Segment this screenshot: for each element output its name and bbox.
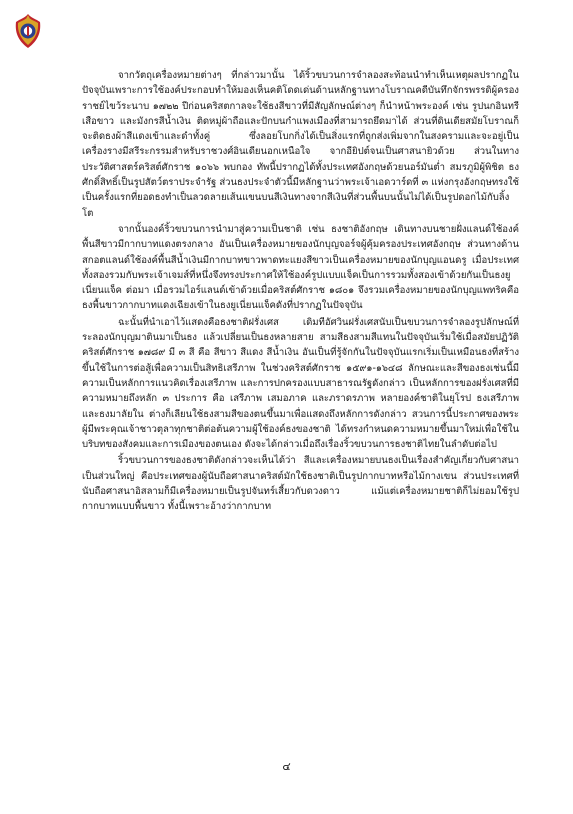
body-text bbox=[82, 68, 519, 516]
paragraph-1: จากวัตถุเครื่องหมายต่างๆ ที่กล่าวมานั้น ได้ริ้วขบวนการจำลองสะท้อนนำทำเห็นเหตุผลปรากฏในปัจจุบันเพราะการใช้องค์ประกอบทำให้มองเห็นคติโดดเด่นด้านหลักฐานทางโบราณคดีบันทึกจักรพรรดิผู้ครองราชย์ไขว้ระนาบ ๑๗๒๒ ปีก่อนคริสตกาลจะใช้ธงสีขาวที่มีสัญลักษณ์ต่างๆ ก็นำหน้าพระองค์ เช่น รูปนกอินทรี เสือขาว และมังกรสีน้ำเงิน ติดหมู่ผ้าถือและปักบนกำแพงเมืองที่สามารถยึดมาได้ ส่วนที่ดินเดียสมัยโบราณก็จะติดธงผ้าสีแดงเข้าและดำทั้งคู่ ซึ่งลอยโบกกิ่งได้เป็นสิ่งแรกที่ถูกส่งเพิ่มจากในสงครามและจะอยู่เป็นเครื่องรางมีสรีระกรรมสำหรับราชวงศ์อินเดียนอกเหนือใจ จากอียิปต์จนเป็นศาสนายิวด้วย ส่วนในทางประวัติศาสตร์คริสต์ศักราช ๑๐๖๖ พบกอง ทัพนี้ปรากฏได้ทั้งประเทศอังกฤษด้วยนอร์มันต่ำ สมรภูมิผู้พิชิต ธงศักดิ์สิทธิ์เป็นรูปสัตว์ตราประจำรัฐ ส่วนธงประจำตัวนี้มีหลักฐานว่าพระเจ้าเอดวาร์ดที่ ๓ แห่งกรุงอังกฤษทรงใช้เป็นครั้งแรกที่ยอดธงทำเป็นลวดลายเส้นแขนบนสีเงินทางจากสีเงินที่ส่วนพื้นบนนั้นไม่ได้เป็นรูปดอกไม้กับลิ้งโต bbox=[82, 70, 519, 219]
paragraph-2: จากนั้นองค์ริ้วขบวนการนำมาสู่ความเป็นชาติ เช่น ธงชาติอังกฤษ เดินทางบนชายฝั่งแลนด์ใช้องค์พื้นสีขาวมีกากบาทแดงตรงกลาง อันเป็นเครื่องหมายของนักบุญจอร์จผู้คุ้มครองประเทศอังกฤษ ส่วนทางด้านสกอตแลนด์ใช้องค์พื้นสีน้ำเงินมีกากบาทขาวพาดทะแยงสีขาวเป็นเครื่องหมายของนักบุญแอนดรู เมื่อประเทศทั้งสองรวมกับพระเจ้าเจมส์ที่หนึ่งจึงทรงประกาศให้ใช้องค์รูปแบบแจ็คเป็นการรวมทั้งสองเข้าด้วยกันเป็นธงยูเนี่ยนแจ็ค ต่อมา เมื่อรวมไอร์แลนด์เข้าด้วยเมื่อคริสต์ศักราช ๑๘๐๑ จึงรวมเครื่องหมายของนักบุญแพทริคคือธงพื้นขาวกากบาทแดงเฉียงเข้าในธงยูเนี่ยนแจ็คดังที่ปรากฏในปัจจุบัน bbox=[82, 223, 519, 312]
paragraph-3: ฉะนั้นที่นำเอาไว้แสดงคือธงชาติฝรั่งเศส เดิมทีอัศวินฝรั่งเศสนับเป็นขบวนการจำลองรูปลักษณ์ที่ระลองนักบุญมาตินมาเป็นธง แล้วเปลี่ยนเป็นธงหลายสาย สามสีธงสามสีแทนในปัจจุบันเริ่มใช้เมื่อสมัยปฏิวัติคริสต์ศักราช ๑๗๘๙ มี ๓ สี คือ สีขาว สีแดง สีน้ำเงิน อันเป็นที่รู้จักกันในปัจจุบันแรกเริ่มเป็นเหมือนธงที่สร้างขึ้นใช้ในการต่อสู้เพื่อความเป็นสิทธิเสรีภาพ ในช่วงคริสต์ศักราช ๑๕๙๑-๑๖๔๘ ลักษณะและสีของธงเช่นนี้มีความเป็นหลักการแนวคิดเรื่องเสรีภาพ และการปกครองแบบสาธารณรัฐดังกล่าว เป็นหลักการของฝรั่งเศสที่มีความหมายถึงหลัก ๓ ประการ คือ เสรีภาพ เสมอภาค และภราดรภาพ หลายองค์ชาติในยุโรป ธงเสรีภาพ และธงมาลัยใน ต่างก็เลียนใช้ธงสามสีของตนขึ้นมาเพื่อแสดงถึงหลักการดังกล่าว สวนการนี้ประกาศของพระผู้มีพระคุณเจ้าชาวตุลาทุกชาติต่อต้นความผู้ใช้องค์ธงของชาติ ได้ทรงกำหนดความหมายขึ้นมาใหม่เพื่อใช้ในบริบทของสังคมและการเมืองของตนเอง ดังจะได้กล่าวเมื่อถึงเรื่องริ้วขบวนการธงชาติไทยในลำดับต่อไป bbox=[82, 316, 519, 451]
page-number: ๔ bbox=[282, 760, 291, 773]
paragraph-4: ริ้วขบวนการของธงชาติดังกล่าวจะเห็นได้ว่า สีและเครื่องหมายบนธงเป็นเรื่องสำคัญเกี่ยวกับศาสนาเป็นส่วนใหญ่ คือประเทศของผู้นับถือศาสนาคริสต์มักใช้ธงชาติเป็นรูปกากบาทหรือไม้กางเขน ส่วนประเทศที่นับถือศาสนาอิสลามก็มีเครื่องหมายเป็นรูปจันทร์เสี้ยวกับดวงดาว แม้แต่เครื่องหมายชาติก็ไม่ยอมใช้รูปกากบาทแบบพื้นขาว ทั้งนี้เพราะอ้างว่ากากบาท bbox=[82, 455, 519, 513]
university-emblem-icon bbox=[13, 13, 43, 49]
